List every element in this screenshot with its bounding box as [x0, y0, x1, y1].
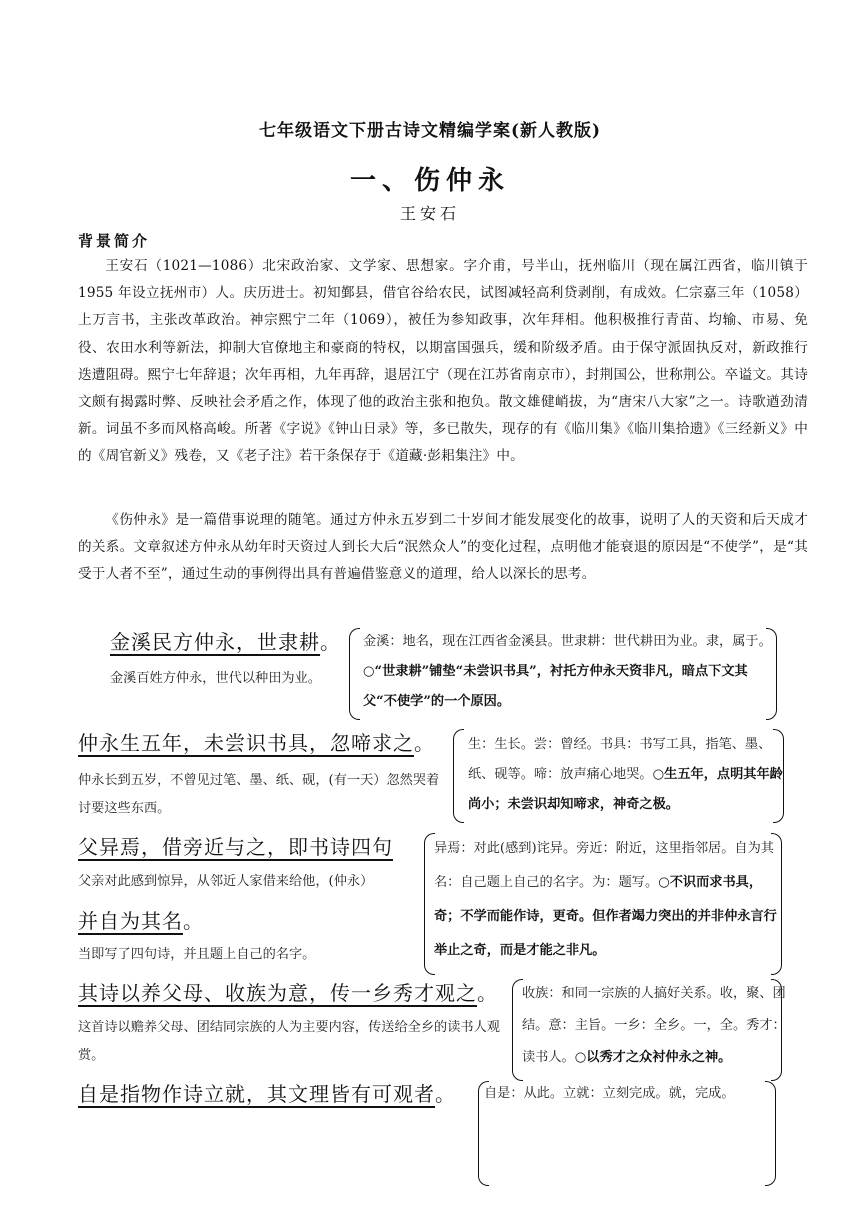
note-commentary: ○不识而求书具，奇；不学而能作诗，更奇。但作者竭力突出的并非仲永言行举止之奇，而是才能之非凡。 [434, 875, 777, 958]
note-commentary: ○生五年，点明其年龄尚小；未尝识却知啼求，神奇之极。 [468, 767, 783, 812]
segment-1-note [355, 627, 783, 717]
segment-3-translation: 父亲对此感到惊异，从邻近人家借来给他，(仲永） [78, 874, 374, 889]
author-name: 王安石 [399, 204, 460, 223]
segment-4-translation: 这首诗以赡养父母、团结同宗族的人为主要内容，传送给全乡的读书人观赏。 [78, 1020, 500, 1063]
original-text: 其诗以养父母、收族为意，传一乡秀才观之 [78, 981, 477, 1005]
segment-2-translation: 仲永长到五岁，不曾见过笔、墨、纸、砚，(有一天）忽然哭着讨要这些东西。 [78, 773, 440, 816]
original-text: 金溪民方仲永，世隶耕 [110, 630, 320, 654]
original-text: 父异焉，借旁近与之，即书诗四句 [78, 835, 393, 859]
segment-3-original-cont [78, 905, 204, 934]
segment-4-note [514, 978, 800, 1074]
note-plain: 金溪：地名，现在江西省金溪县。世隶耕：世代耕田为业。隶，属于。 [363, 634, 772, 649]
end-punctuation: 。 [477, 981, 498, 1005]
end-punctuation: 。 [320, 630, 341, 654]
intro-paragraph-1: 王安石（1021—1086）北宋政治家、文学家、思想家。字介甫，号半山，抚州临川（现在属江西省，临川镇于 1955 年设立抚州市）人。庆历进士。初知鄞县，借官谷给农民，试图减轻高利贷剥削，有成效。仁宗嘉三年（1058）上万言书，主张改革政治。神宗熙宁二年（1069），被任为参知政事，次年拜相。他积极推行青苗、均输、市易、免役、农田水利等新法，抑制大官僚地主和豪商的特权，以期富国强兵，缓和阶级矛盾。由于保守派固执反对，新政推行迭遭阻碍。熙宁七年辞退；次年再相，九年再辞，退居江宁（现在江苏省南京市），封荆国公，世称荆公。卒谥文。其诗文颇有揭露时弊、反映社会矛盾之作，体现了他的政治主张和抱负。散文雄健峭拔，为“唐宋八大家”之一。诗歌遒劲清新。词虽不多而风格高峻。所著《字说》《钟山日录》等，多已散失，现存的有《临川集》《临川集拾遗》《三经新义》中的《周官新义》残卷，又《老子注》若干条保存于《道藏·彭耜集注》中。 [78, 258, 808, 465]
segment-3-note [426, 832, 792, 968]
segment-1-translation: 金溪百姓方仲永，世代以种田为业。 [110, 671, 321, 686]
segment-4-original [78, 977, 498, 1006]
segment-3-translation-cont: 当即写了四句诗，并且题上自己的名字。 [78, 947, 316, 962]
note-plain: 收族：和同一宗族的人搞好关系。收，聚、团结。意：主旨。一乡：全乡。一，全。秀才：读书人。 [522, 986, 786, 1065]
note-plain: 异焉：对此(感到)诧异。旁近：附近，这里指邻居。自为其名：自己题上自己的名字。为：题写。 [434, 841, 774, 890]
segment-2-original [78, 727, 435, 756]
segment-5-original [78, 1078, 456, 1107]
intro-paragraph-2: 《伤仲永》是一篇借事说理的随笔。通过方仲永五岁到二十岁间才能发展变化的故事，说明了人的天资和后天成才的关系。文章叙述方仲永从幼年时天资过人到长大后“泯然众人”的变化过程，点明他才能衰退的原因是“不使学”，是“其受于人者不至”，通过生动的事例得出具有普遍借鉴意义的道理，给人以深长的思考。 [78, 512, 808, 583]
segment-2-note [460, 730, 794, 820]
note-commentary: ○“世隶耕”铺垫“未尝识书具”，衬托方仲永天资非凡，暗点下文其父“不使学”的一个原因。 [363, 664, 748, 709]
note-commentary: ○以秀才之众衬仲永之神。 [574, 1050, 732, 1065]
document-title: 七年级语文下册古诗文精编学案(新人教版) [258, 121, 602, 141]
note-plain: 生：生长。尝：曾经。书具：书写工具，指笔、墨、纸、砚等。啼：放声痛心地哭。 [468, 737, 772, 782]
note-plain: 自是：从此。立就：立刻完成。就，完成。 [484, 1086, 735, 1101]
end-punctuation: 。 [183, 909, 204, 933]
lesson-title: 一、伤仲永 [349, 166, 510, 196]
original-text: 并自为其名 [78, 909, 183, 933]
original-text: 仲永生五年，未尝识书具，忽啼求之 [78, 731, 414, 755]
original-text: 自是指物作诗立就，其文理皆有可观者 [78, 1082, 435, 1106]
section-heading-background: 背景简介 [78, 232, 151, 250]
segment-5-note [476, 1079, 782, 1109]
end-punctuation: 。 [435, 1082, 456, 1106]
end-punctuation: 。 [414, 731, 435, 755]
segment-3-original [78, 831, 393, 860]
segment-1-original [110, 626, 341, 655]
